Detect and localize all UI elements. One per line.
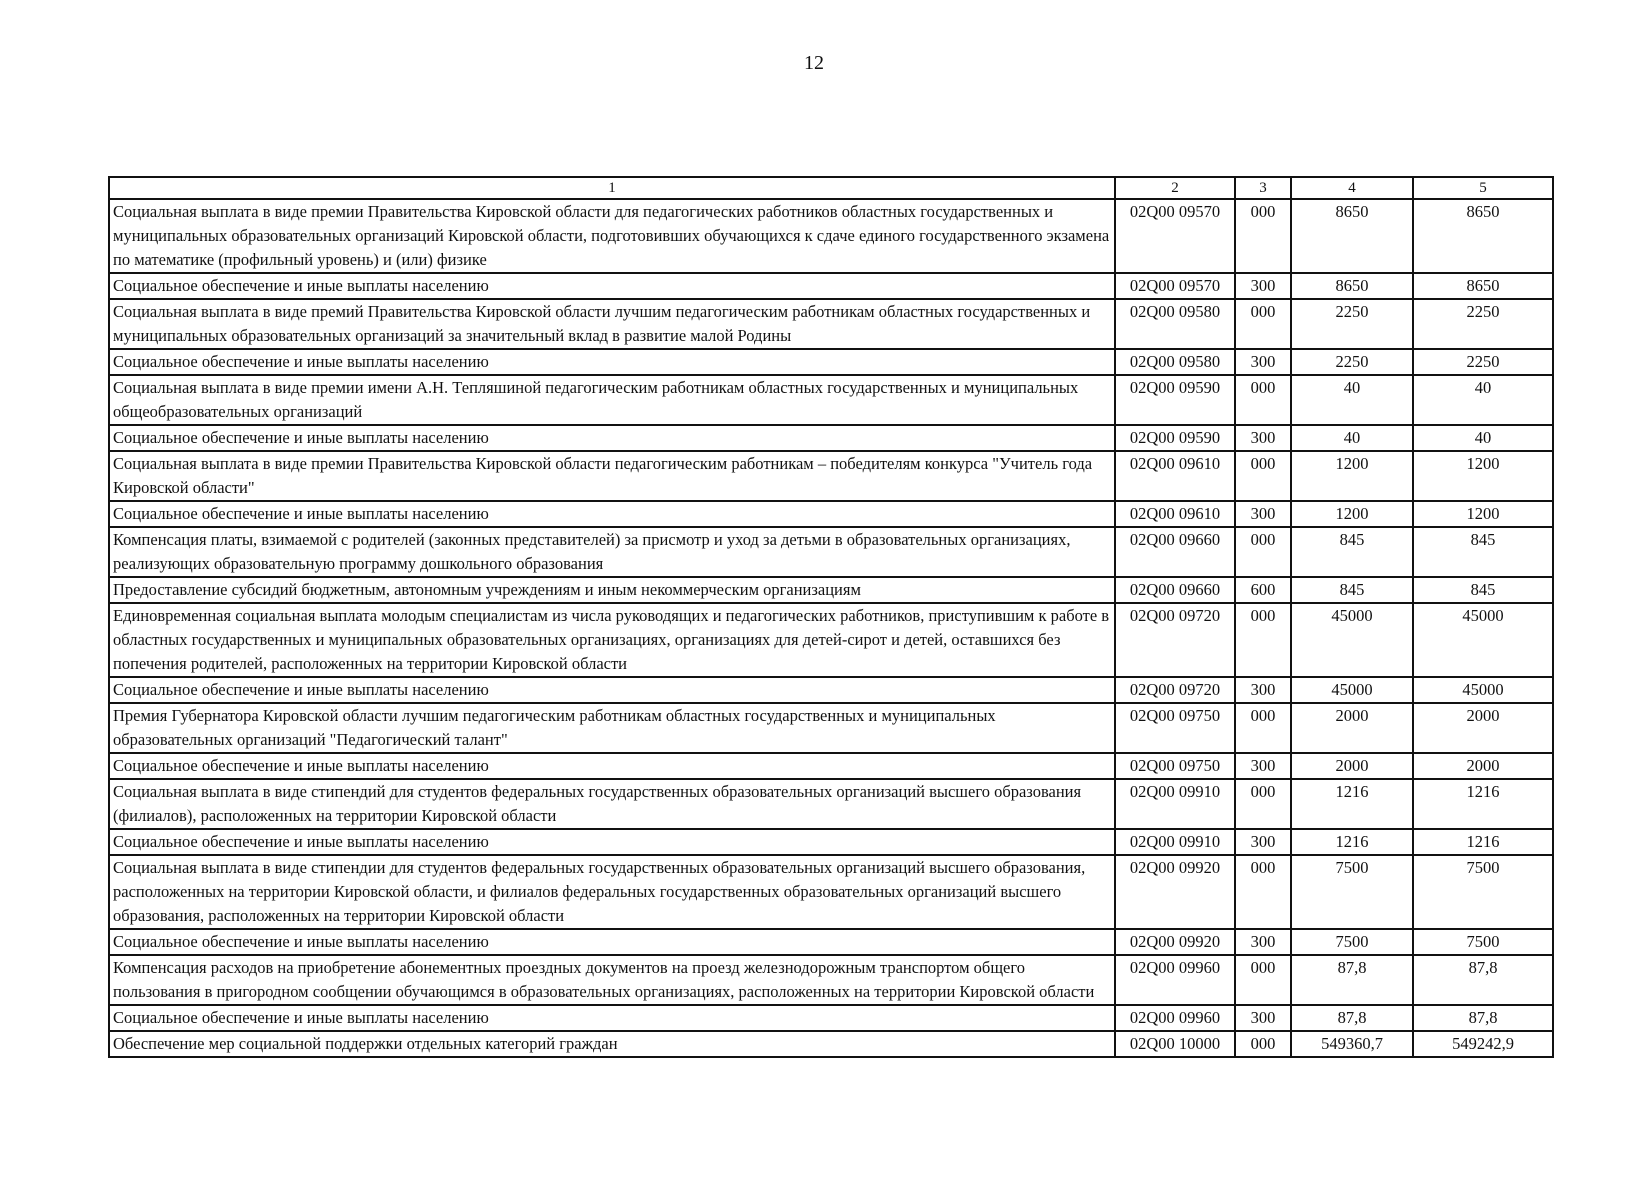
- table-row: [109, 703, 1553, 753]
- row-code-cell: 02Q00 09610: [1115, 501, 1235, 527]
- row-name-cell: Премия Губернатора Кировской области лучшим педагогическим работникам областных государственных и муниципальных образовательных организаций "Педагогический талант": [109, 703, 1115, 753]
- header-cell: 2: [1115, 177, 1235, 199]
- row-value-col4-cell: 1200: [1291, 451, 1413, 501]
- row-name-cell: Социальное обеспечение и иные выплаты населению: [109, 501, 1115, 527]
- row-code-cell: 02Q00 09570: [1115, 273, 1235, 299]
- row-name-cell: Социальное обеспечение и иные выплаты населению: [109, 273, 1115, 299]
- row-value-col5-cell: 1216: [1413, 829, 1553, 855]
- page-number: 12: [804, 52, 824, 74]
- row-value-col4-cell: 7500: [1291, 929, 1413, 955]
- row-value-col5-cell: 549242,9: [1413, 1031, 1553, 1057]
- row-value-col4-cell: 845: [1291, 577, 1413, 603]
- row-type-cell: 300: [1235, 349, 1291, 375]
- budget-table: [108, 176, 1554, 1058]
- table-row: [109, 299, 1553, 349]
- table-row: [109, 779, 1553, 829]
- row-value-col5-cell: 7500: [1413, 855, 1553, 929]
- row-name-cell: Социальное обеспечение и иные выплаты населению: [109, 1005, 1115, 1031]
- row-value-col4-cell: 87,8: [1291, 1005, 1413, 1031]
- row-code-cell: 02Q00 09610: [1115, 451, 1235, 501]
- row-name-cell: Обеспечение мер социальной поддержки отдельных категорий граждан: [109, 1031, 1115, 1057]
- table-row: [109, 349, 1553, 375]
- row-type-cell: 000: [1235, 451, 1291, 501]
- table-row: [109, 273, 1553, 299]
- row-code-cell: 02Q00 10000: [1115, 1031, 1235, 1057]
- row-value-col4-cell: 8650: [1291, 199, 1413, 273]
- row-name-cell: Социальная выплата в виде премии Правительства Кировской области для педагогических работников областных государственных и муниципальных образовательных организаций Кировской области, подготовивших обучающихся к сдаче единого государственного экзамена по математике (профильный уровень) и (или) физике: [109, 199, 1115, 273]
- row-type-cell: 000: [1235, 199, 1291, 273]
- row-value-col4-cell: 2000: [1291, 703, 1413, 753]
- row-value-col5-cell: 1200: [1413, 501, 1553, 527]
- row-value-col5-cell: 40: [1413, 375, 1553, 425]
- row-value-col4-cell: 2250: [1291, 299, 1413, 349]
- row-type-cell: 300: [1235, 929, 1291, 955]
- row-name-cell: Социальная выплата в виде премии имени А.Н. Тепляшиной педагогическим работникам областных государственных и муниципальных общеобразовательных организаций: [109, 375, 1115, 425]
- table-row: [109, 451, 1553, 501]
- row-name-cell: Единовременная социальная выплата молодым специалистам из числа руководящих и педагогических работников, приступившим к работе в областных государственных и муниципальных образовательных организациях, организациях для детей-сирот и детей, оставшихся без попечения родителей, расположенных на территории Кировской области: [109, 603, 1115, 677]
- row-code-cell: 02Q00 09720: [1115, 603, 1235, 677]
- row-type-cell: 300: [1235, 425, 1291, 451]
- table-row: [109, 199, 1553, 273]
- row-value-col5-cell: 87,8: [1413, 955, 1553, 1005]
- row-name-cell: Предоставление субсидий бюджетным, автономным учреждениям и иным некоммерческим организациям: [109, 577, 1115, 603]
- row-type-cell: 300: [1235, 501, 1291, 527]
- row-value-col5-cell: 40: [1413, 425, 1553, 451]
- row-code-cell: 02Q00 09580: [1115, 349, 1235, 375]
- table-row: [109, 1005, 1553, 1031]
- table-row: [109, 929, 1553, 955]
- table-header-row: [109, 177, 1553, 199]
- row-value-col4-cell: 1216: [1291, 779, 1413, 829]
- row-code-cell: 02Q00 09590: [1115, 425, 1235, 451]
- table-row: [109, 829, 1553, 855]
- row-value-col5-cell: 1216: [1413, 779, 1553, 829]
- row-value-col5-cell: 8650: [1413, 273, 1553, 299]
- row-name-cell: Социальная выплата в виде стипендий для студентов федеральных государственных образовательных организаций высшего образования (филиалов), расположенных на территории Кировской области: [109, 779, 1115, 829]
- row-name-cell: Социальное обеспечение и иные выплаты населению: [109, 929, 1115, 955]
- row-value-col5-cell: 2000: [1413, 753, 1553, 779]
- row-value-col4-cell: 1200: [1291, 501, 1413, 527]
- row-name-cell: Социальная выплата в виде премий Правительства Кировской области лучшим педагогическим работникам областных государственных и муниципальных образовательных организаций за значительный вклад в развитие малой Родины: [109, 299, 1115, 349]
- row-name-cell: Социальная выплата в виде стипендии для студентов федеральных государственных образовательных организаций высшего образования, расположенных на территории Кировской области, и филиалов федеральных государственных образовательных организаций высшего образования, расположенных на территории Кировской области: [109, 855, 1115, 929]
- row-name-cell: Компенсация платы, взимаемой с родителей (законных представителей) за присмотр и уход за детьми в образовательных организациях, реализующих образовательную программу дошкольного образования: [109, 527, 1115, 577]
- row-type-cell: 000: [1235, 1031, 1291, 1057]
- table-row: [109, 855, 1553, 929]
- header-cell: 1: [109, 177, 1115, 199]
- row-value-col4-cell: 1216: [1291, 829, 1413, 855]
- row-type-cell: 000: [1235, 779, 1291, 829]
- row-value-col4-cell: 87,8: [1291, 955, 1413, 1005]
- row-code-cell: 02Q00 09720: [1115, 677, 1235, 703]
- row-type-cell: 000: [1235, 955, 1291, 1005]
- row-code-cell: 02Q00 09910: [1115, 779, 1235, 829]
- row-code-cell: 02Q00 09660: [1115, 527, 1235, 577]
- row-value-col5-cell: 45000: [1413, 677, 1553, 703]
- row-value-col4-cell: 549360,7: [1291, 1031, 1413, 1057]
- row-name-cell: Социальное обеспечение и иные выплаты населению: [109, 753, 1115, 779]
- table-row: [109, 955, 1553, 1005]
- row-type-cell: 000: [1235, 375, 1291, 425]
- header-cell: 5: [1413, 177, 1553, 199]
- row-value-col5-cell: 2250: [1413, 349, 1553, 375]
- row-name-cell: Социальное обеспечение и иные выплаты населению: [109, 829, 1115, 855]
- table-row: [109, 527, 1553, 577]
- row-value-col4-cell: 2250: [1291, 349, 1413, 375]
- row-type-cell: 300: [1235, 753, 1291, 779]
- row-type-cell: 300: [1235, 677, 1291, 703]
- row-type-cell: 000: [1235, 603, 1291, 677]
- row-type-cell: 300: [1235, 273, 1291, 299]
- row-value-col5-cell: 45000: [1413, 603, 1553, 677]
- row-value-col4-cell: 45000: [1291, 603, 1413, 677]
- row-value-col4-cell: 2000: [1291, 753, 1413, 779]
- row-name-cell: Социальное обеспечение и иные выплаты населению: [109, 425, 1115, 451]
- row-type-cell: 000: [1235, 527, 1291, 577]
- row-code-cell: 02Q00 09750: [1115, 703, 1235, 753]
- row-type-cell: 300: [1235, 1005, 1291, 1031]
- row-value-col5-cell: 845: [1413, 527, 1553, 577]
- row-value-col5-cell: 2000: [1413, 703, 1553, 753]
- row-code-cell: 02Q00 09960: [1115, 1005, 1235, 1031]
- table-row: [109, 677, 1553, 703]
- row-name-cell: Социальное обеспечение и иные выплаты населению: [109, 349, 1115, 375]
- row-code-cell: 02Q00 09920: [1115, 929, 1235, 955]
- table-row: [109, 603, 1553, 677]
- row-type-cell: 000: [1235, 703, 1291, 753]
- row-code-cell: 02Q00 09750: [1115, 753, 1235, 779]
- table-row: [109, 1031, 1553, 1057]
- table-row: [109, 501, 1553, 527]
- row-name-cell: Компенсация расходов на приобретение абонементных проездных документов на проезд железнодорожным транспортом общего пользования в пригородном сообщении обучающимся в образовательных организациях, расположенных на территории Кировской области: [109, 955, 1115, 1005]
- row-value-col4-cell: 7500: [1291, 855, 1413, 929]
- table-row: [109, 753, 1553, 779]
- row-type-cell: 600: [1235, 577, 1291, 603]
- row-type-cell: 300: [1235, 829, 1291, 855]
- row-type-cell: 000: [1235, 299, 1291, 349]
- row-value-col5-cell: 2250: [1413, 299, 1553, 349]
- row-value-col5-cell: 845: [1413, 577, 1553, 603]
- row-code-cell: 02Q00 09590: [1115, 375, 1235, 425]
- table-row: [109, 577, 1553, 603]
- row-code-cell: 02Q00 09570: [1115, 199, 1235, 273]
- row-value-col5-cell: 8650: [1413, 199, 1553, 273]
- row-code-cell: 02Q00 09960: [1115, 955, 1235, 1005]
- row-code-cell: 02Q00 09660: [1115, 577, 1235, 603]
- row-code-cell: 02Q00 09580: [1115, 299, 1235, 349]
- row-name-cell: Социальное обеспечение и иные выплаты населению: [109, 677, 1115, 703]
- row-value-col4-cell: 8650: [1291, 273, 1413, 299]
- row-value-col5-cell: 87,8: [1413, 1005, 1553, 1031]
- row-code-cell: 02Q00 09910: [1115, 829, 1235, 855]
- row-value-col5-cell: 1200: [1413, 451, 1553, 501]
- row-type-cell: 000: [1235, 855, 1291, 929]
- row-code-cell: 02Q00 09920: [1115, 855, 1235, 929]
- row-value-col4-cell: 845: [1291, 527, 1413, 577]
- row-value-col5-cell: 7500: [1413, 929, 1553, 955]
- header-cell: 3: [1235, 177, 1291, 199]
- row-value-col4-cell: 40: [1291, 375, 1413, 425]
- table-row: [109, 375, 1553, 425]
- header-cell: 4: [1291, 177, 1413, 199]
- table-row: [109, 425, 1553, 451]
- row-value-col4-cell: 40: [1291, 425, 1413, 451]
- row-value-col4-cell: 45000: [1291, 677, 1413, 703]
- row-name-cell: Социальная выплата в виде премии Правительства Кировской области педагогическим работникам – победителям конкурса "Учитель года Кировской области": [109, 451, 1115, 501]
